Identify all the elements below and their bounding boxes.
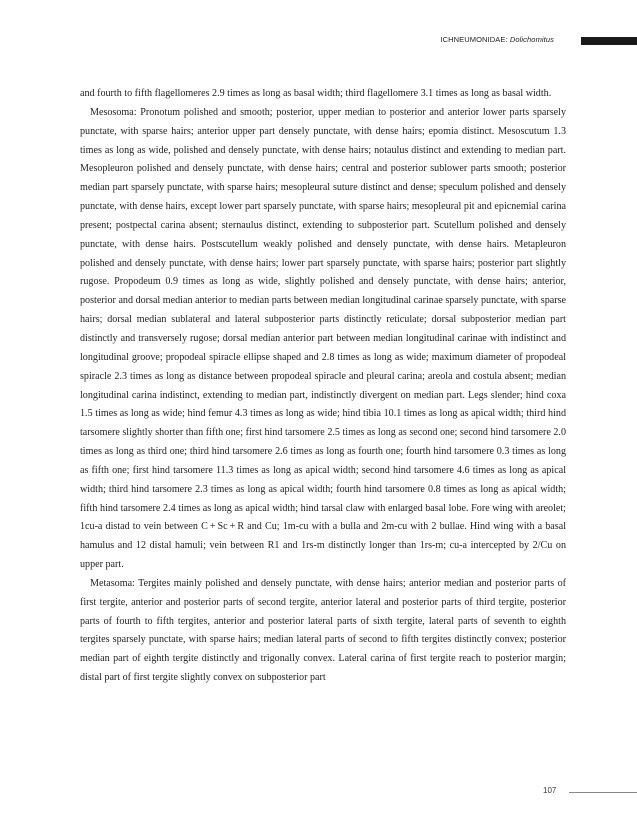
page-footer	[0, 786, 637, 800]
header-genus: Dolichomitus	[509, 35, 554, 44]
paragraph-antenna-continuation: and fourth to fifth flagellomeres 2.9 times as long as basal width; third flagellomere 3.1 times as long as basal width.	[80, 88, 552, 99]
page-number: 107	[543, 786, 557, 795]
footer-rule	[569, 792, 637, 793]
running-header	[0, 36, 637, 48]
header-family: ICHNEUMONIDAE:	[440, 35, 508, 44]
paragraph-mesosoma: Mesosoma: Pronotum polished and smooth; posterior, upper median to posterior and anterior lower parts sparsely punctate, with sparse hairs; anterior upper part densely punctate, with dense hairs; epomia distinct. Mesoscutum 1.3 times as long as wide, polished and densely punctate, with dense hairs; notaulus distinct and extending to median part. Mesopleuron polished and densely punctate, with dense hairs; central and posterior sublower parts smooth; posterior median part sparsely punctate, with sparse hairs; mesopleural suture distinct and dense; speculum polished and densely punctate, with dense hairs, except lower part sparsely punctate, with sparse hairs; mesopleural pit and epicnemial carina present; postpectal carina absent; sternaulus distinct, extending to subposterior part. Scutellum polished and densely punctate, with dense hairs. Postscutellum weakly polished and densely punctate, with dense hairs. Metapleuron polished and densely punctate, with dense hairs; lower part sparsely punctate, with sparse hairs; posterior part slightly rugose. Propodeum 0.9 times as long as wide, slightly polished and densely punctate, with dense hairs; anterior, posterior and dorsal median anterior to median parts between median longitudinal carinae sparsely punctate, with sparse hairs; dorsal median sublateral and lateral subposterior parts distinctly reticulate; dorsal subposterior median part distinctly and transversely rugose; dorsal median anterior part between median longitudinal carinae with indistinct and longitudinal groove; propodeal spiracle ellipse shaped and 2.8 times as long as wide; maximum diameter of propodeal spiracle 2.3 times as long as distance between propodeal spiracle and pleural carina; areola and costula absent; median longitudinal carina indistinct, extending to median part, indistinctly divergent on median part. Legs slender; hind coxa 1.5 times as long as wide; hind femur 4.3 times as long as wide; hind tibia 10.1 times as long as apical width; third hind tarsomere slightly shorter than fifth one; first hind tarsomere 2.5 times as long as second one; second hind tarsomere 2.0 times as long as third one; third hind tarsomere 2.6 times as long as fourth one; fourth hind tarsomere 0.3 times as long as fifth one; first hind tarsomere 11.3 times as long as apical width; second hind tarsomere 4.6 times as long as apical width; third hind tarsomere 2.3 times as long as apical width; fourth hind tarsomere 0.8 times as long as apical width; fifth hind tarsomere 2.4 times as long as apical width; hind tarsal claw with enlarged basal lobe. Fore wing with areolet; 1cu-a distad to vein between C + Sc + R and Cu; 1m-cu with a bulla and 2m-cu with 2 bullae. Hind wing with a basal hamulus and 12 distal hamuli; vein between R1 and 1rs-m distinctly longer than 1rs-m; cu-a intercepted by 2/Cu on upper part.	[80, 106, 566, 571]
header-bar	[581, 37, 637, 45]
description-body	[80, 85, 566, 688]
paragraph-metasoma: Metasoma: Tergites mainly polished and densely punctate, with dense hairs; anterior median and posterior parts of first tergite, anterior and posterior parts of second tergite, anterior lateral and posterior parts of third tergite, posterior parts of fourth to fifth tergites, anterior and posterior lateral parts of sixth tergite, lateral parts of seventh to eighth tergites sparsely punctate, with sparse hairs; median lateral parts of second to fifth tergites distinctly convex; posterior median part of eighth tergite distinctly and trigonally convex. Lateral carina of first tergite reach to posterior margin; distal part of first tergite slightly convex on subposterior part	[80, 577, 566, 684]
running-header-text	[440, 35, 554, 44]
